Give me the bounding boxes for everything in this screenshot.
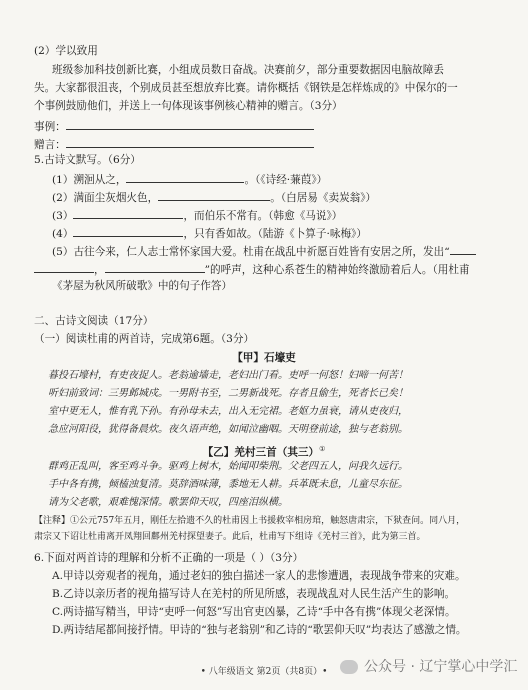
motto-answer-line — [34, 136, 314, 152]
poem-a-line-1: 暮投石壕村，有吏夜捉人。老翁逾墙走，老妇出门看。吏呼一何怒！妇啼一何苦！ — [48, 370, 408, 381]
watermark — [340, 656, 517, 676]
annotation-line-2: 肃宗又下诏让杜甫离开凤翔回鄜州羌村探望妻子。此后，杜甫写下组诗《羌村三首》，此为第三首。 — [34, 532, 426, 542]
q5-item-2 — [52, 189, 376, 205]
poem-a-line-4: 急应河阳役，犹得备晨炊。夜久语声绝，如闻泣幽咽。天明登前途，独与老翁别。 — [48, 424, 408, 435]
q5-item-4-post: ，只有香如故。（陆游《卜算子·咏梅》） — [183, 228, 367, 240]
q5-item-5-post: ”的呼声，这种心系苍生的精神始终激励着后人。（用杜甫 — [204, 264, 470, 276]
poem-b-line-1: 群鸡正乱叫，客至鸡斗争。驱鸡上树木，始闻叩柴荆。父老四五人，问我久远行。 — [48, 461, 408, 472]
page-footer: • 八年级语文 第2页（共8页）• — [200, 667, 328, 677]
q5-item-1-blank[interactable] — [126, 171, 244, 183]
q5-item-3-pre: (3） — [52, 210, 74, 222]
motto-label: 赠言： — [34, 139, 66, 151]
q5-item-5-blank-b[interactable] — [34, 261, 94, 273]
q5-item-2-pre: (2）满面尘灰烟火色， — [52, 192, 159, 204]
q5-item-5-comma: ， — [94, 264, 105, 276]
poem-b-title-wrap — [0, 442, 528, 460]
example-blank[interactable] — [66, 118, 314, 130]
q5-item-4 — [52, 225, 367, 241]
q6-option-c: C.两诗描写精当，甲诗“吏呼一何怒”写出官吏凶暴，乙诗“手中各有携”体现父老深情。 — [52, 606, 456, 618]
section-2-sub-heading: （一）阅读杜甫的两首诗，完成第6题。（3分） — [34, 333, 255, 345]
q5-item-2-blank[interactable] — [158, 189, 270, 201]
poem-b-line-3: 请为父老歌，艰难愧深情。歌罢仰天叹，四座泪纵横。 — [48, 497, 288, 508]
poem-a-title: 【甲】石壕吏 — [232, 352, 296, 364]
q5-item-5-line-1 — [52, 243, 476, 259]
q5-item-5-line-3: 《茅屋为秋风所破歌》中的句子作答） — [52, 280, 233, 292]
q2-paragraph-line-2: 失。大家都很沮丧，个别成员甚至想放弃比赛。请你概括《钢铁是怎样炼成的》中保尔的一 — [34, 82, 458, 94]
q6-heading: 6.下面对两首诗的理解和分析不正确的一项是（ ）（3分） — [34, 552, 304, 564]
q2-heading: (2）学以致用 — [34, 45, 98, 57]
q6-option-d: D.两诗结尾都间接抒情。甲诗的“独与老翁别”和乙诗的“歌罢仰天叹”均表达了感激之情。 — [52, 624, 467, 636]
poem-b-title-note-mark: ① — [319, 445, 326, 453]
q5-item-4-pre: (4） — [52, 228, 74, 240]
q5-item-5-blank-c[interactable] — [105, 261, 205, 273]
poem-a-line-2: 听妇前致词：三男邺城戍。一男附书至，二男新战死。存者且偷生，死者长已矣！ — [48, 388, 408, 399]
q5-item-2-post: 。（白居易《卖炭翁》） — [270, 192, 377, 204]
example-answer-line — [34, 118, 314, 134]
q6-option-a: A.甲诗以旁观者的视角，通过老妇的独白描述一家人的悲惨遭遇，表现战争带来的灾难。 — [52, 570, 466, 582]
q5-item-5-line-2 — [34, 261, 470, 277]
annotation-line-1: 【注释】①公元757年五月，刚任左拾遗不久的杜甫因上书援救宰相房琯，触怒唐肃宗，下狱查问。同八月， — [34, 516, 466, 526]
q5-item-5-blank-a[interactable] — [450, 243, 476, 255]
q2-paragraph-line-1: 班级参加科技创新比赛，小组成员数日奋战。决赛前夕，部分重要数据因电脑故障丢 — [52, 64, 444, 76]
poem-b-title: 【乙】羌村三首（其三） — [202, 446, 320, 459]
q5-item-1 — [52, 171, 327, 187]
q5-item-3-post: ，而伯乐不常有。（韩愈《马说》） — [183, 210, 343, 222]
q5-item-1-post: 。（《诗经·蒹葭》） — [244, 174, 328, 186]
q5-item-1-pre: (1）溯洄从之， — [52, 174, 127, 186]
wechat-icon — [340, 660, 358, 674]
q5-heading: 5.古诗文默写。（6分） — [34, 154, 141, 166]
q5-item-3-blank[interactable] — [73, 207, 183, 219]
motto-blank[interactable] — [66, 136, 314, 148]
section-2-heading: 二、古诗文阅读（17分） — [34, 315, 154, 327]
watermark-text: 公众号 · 辽宁掌心中学汇 — [364, 659, 518, 675]
poem-b-line-2: 手中各有携，倾榼浊复清。莫辞酒味薄，黍地无人耕。兵革既未息，儿童尽东征。 — [48, 479, 408, 490]
q2-paragraph-line-3: 个事例鼓励他们，并送上一句体现该事例核心精神的赠言。（3分） — [34, 100, 343, 112]
q5-item-3 — [52, 207, 342, 223]
poem-a-line-3: 室中更无人，惟有乳下孙。有孙母未去，出入无完裙。老妪力虽衰，请从吏夜归， — [48, 406, 408, 417]
q5-item-5-text: (5）古往今来，仁人志士常怀家国大爱。杜甫在战乱中祈愿百姓皆有安居之所，发出“ — [52, 246, 450, 258]
example-label: 事例： — [34, 121, 66, 133]
q5-item-4-blank[interactable] — [73, 225, 183, 237]
q6-option-b: B.乙诗以亲历者的视角描写诗人在羌村的所见所感，表现战乱对人民生活产生的影响。 — [52, 588, 456, 600]
